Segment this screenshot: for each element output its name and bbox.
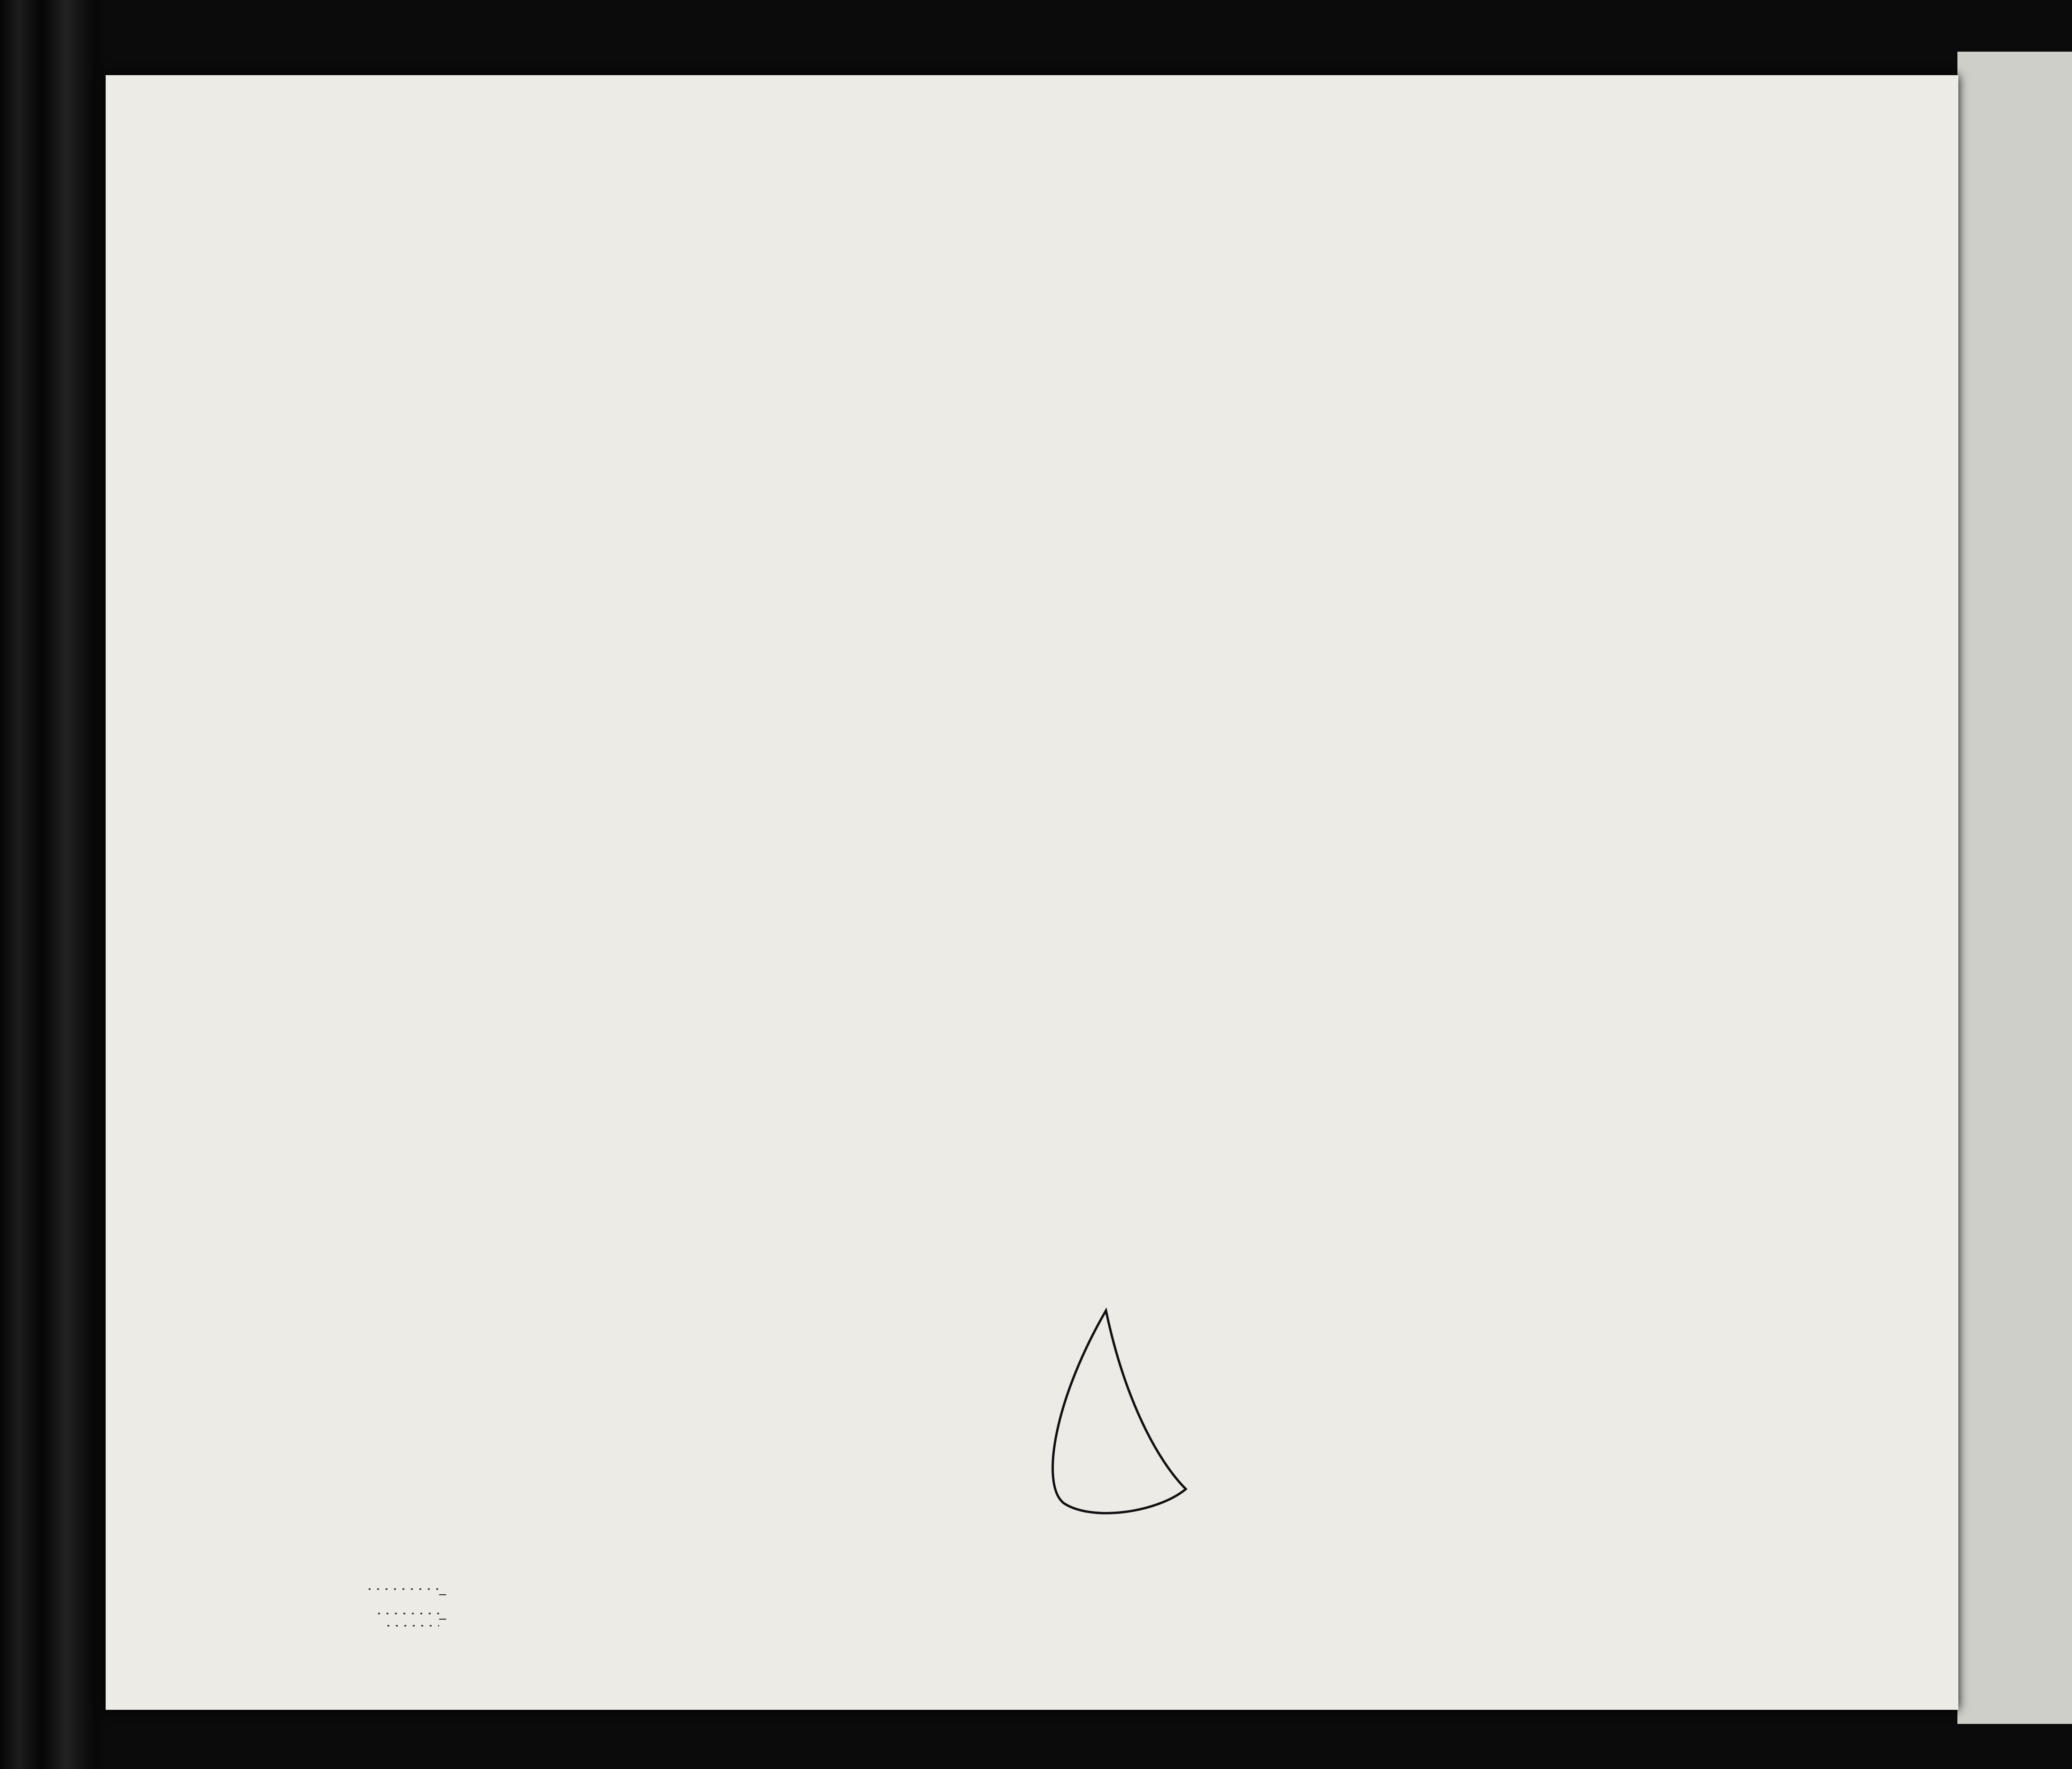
manifest-sheet <box>106 75 1958 1710</box>
next-page-edge <box>1957 52 2072 1724</box>
signature-flourish <box>1036 1306 1191 1522</box>
footer-dot-leaders <box>369 1585 448 1632</box>
manifest-grid <box>106 75 1958 1710</box>
binder-edge <box>0 0 108 1769</box>
